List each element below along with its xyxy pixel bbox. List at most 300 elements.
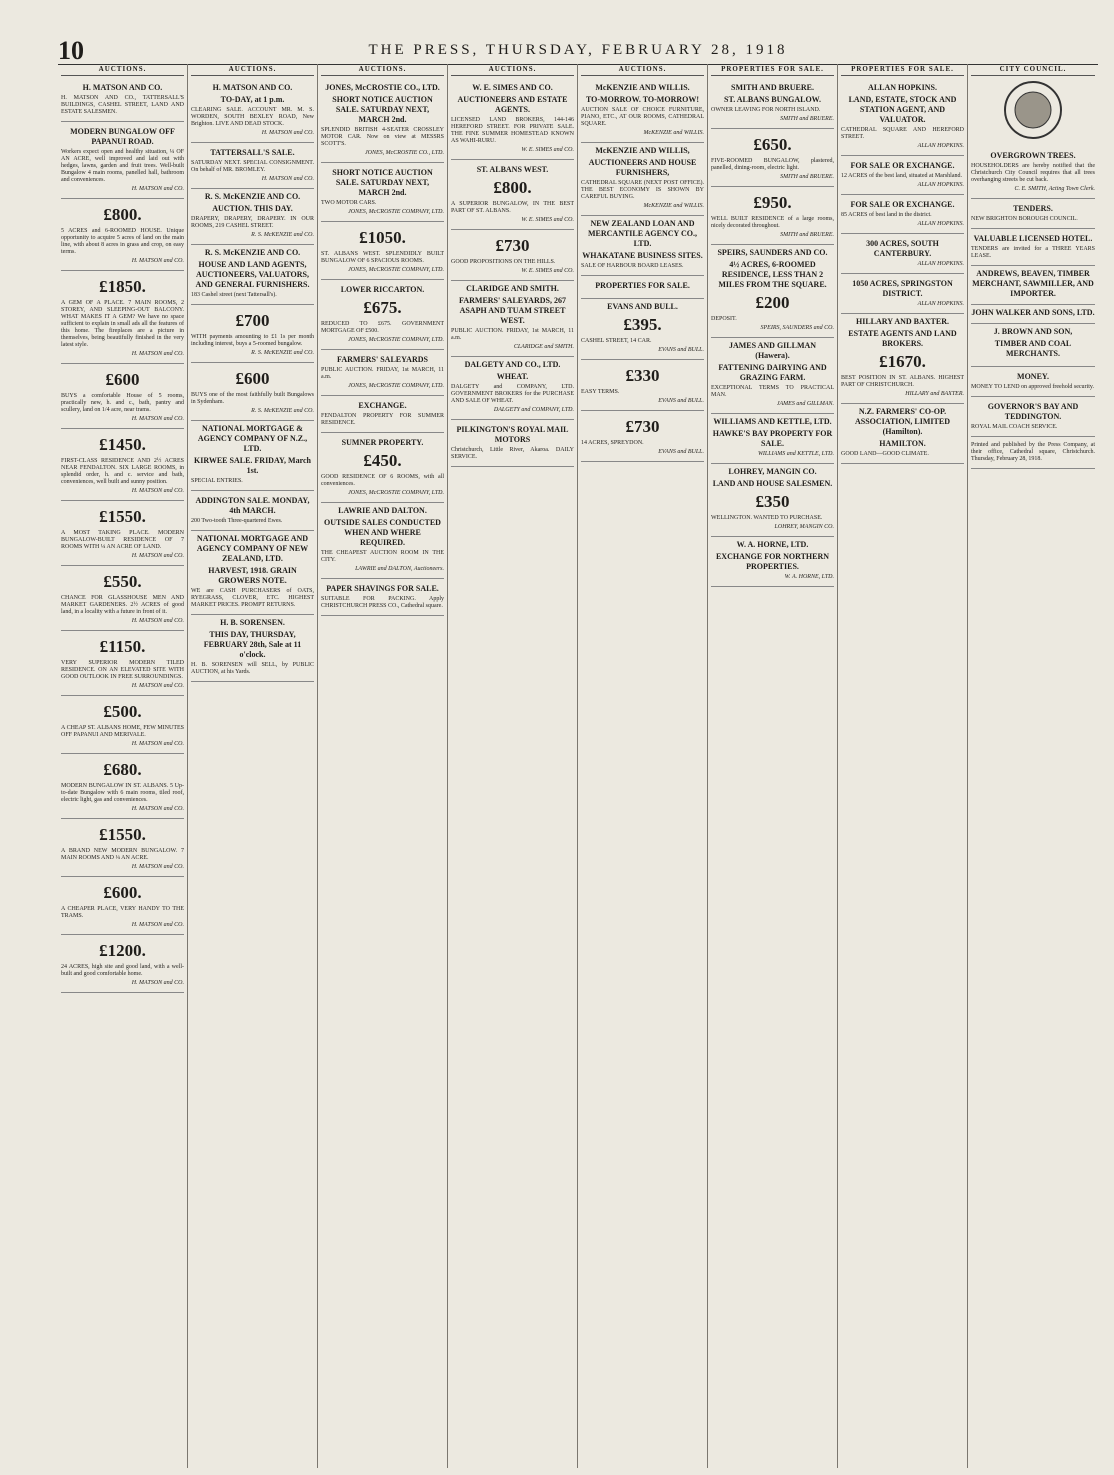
ad-body: 85 ACRES of best land in the district.: [841, 212, 932, 218]
ad-agent: McKENZIE AND WILLIS.: [595, 83, 690, 92]
advertisement: [451, 420, 574, 467]
column-header: PROPERTIES FOR SALE.: [841, 64, 964, 76]
advertisement: [61, 271, 184, 364]
ad-body: BUYS one of the most faithfully built Bungalows in Sydenham.: [191, 392, 314, 405]
advertisement: [61, 696, 184, 754]
ad-signature: W. E. SIMES and CO.: [521, 268, 574, 274]
advertisement: [61, 501, 184, 566]
ad-body: TENDERS are invited for a THREE YEARS LEASE.: [971, 246, 1095, 259]
advertisement: [971, 266, 1095, 305]
ad-body: WE are CASH PURCHASERS of OATS, RYEGRASS, CLOVER, ETC. HIGHEST MARKET PRICES. PROMPT RETURNS.: [191, 588, 314, 608]
ad-title: SHORT NOTICE AUCTION SALE. SATURDAY NEXT, MARCH 2nd.: [332, 168, 433, 197]
ad-signature: ALLAN HOPKINS.: [917, 261, 964, 267]
ad-price: £730: [495, 236, 530, 255]
ad-body: WELL BUILT RESIDENCE of a large rooms, nicely decorated throughout.: [711, 216, 834, 229]
ad-price: £330: [625, 366, 660, 385]
city-seal-icon: [1003, 80, 1063, 140]
advertisement: [61, 819, 184, 877]
ad-signature: ALLAN HOPKINS.: [917, 221, 964, 227]
ad-agent: ANDREWS, BEAVEN, TIMBER MERCHANT, SAWMILLER, AND IMPORTER.: [972, 269, 1094, 298]
ad-signature: H. MATSON and CO.: [131, 980, 184, 986]
ad-signature: H. MATSON and CO.: [131, 416, 184, 422]
advertisement: [451, 230, 574, 281]
ad-agent: ALLAN HOPKINS.: [868, 83, 937, 92]
ad-title: PROPERTIES FOR SALE.: [595, 281, 690, 290]
ad-body: AUCTION SALE OF CHOICE FURNITURE, PIANO, ETC., AT OUR ROOMS, CATHEDRAL SQUARE.: [581, 107, 704, 127]
advertisement: [191, 421, 314, 491]
ad-body: Workers expect open and healthy situation, ¼ OF AN ACRE, well improved and laid out with hedges, lawns, garden and fruit trees. Well-built Bungalow 4 main rooms, panelled hall, bathroom and conveniences.: [61, 149, 184, 183]
ad-title: TENDERS.: [1013, 204, 1053, 213]
ad-body: 12 ACRES of the best land, situated at Marshland.: [841, 173, 962, 179]
advertisement: [321, 222, 444, 280]
ad-signature: R. S. McKENZIE and CO.: [251, 350, 314, 356]
masthead: [58, 38, 1098, 65]
ad-price: £350: [755, 492, 790, 511]
ad-title: OVERGROWN TREES.: [990, 151, 1076, 160]
ad-body: EXCEPTIONAL TERMS TO PRACTICAL MAN.: [711, 385, 834, 398]
column-3: [318, 64, 448, 1468]
ad-body: CASHEL STREET, 14 CAR.: [581, 338, 652, 344]
ad-body: GOOD RESIDENCE OF 6 ROOMS, with all conveniences.: [321, 474, 444, 487]
ad-signature: W. E. SIMES and CO.: [521, 217, 574, 223]
ad-body: MODERN BUNGALOW IN ST. ALBANS. 5 Up-to-date Bungalow with 6 main rooms, tiled roof, electric light, gas and conveniences.: [61, 783, 184, 803]
ad-price: £730: [625, 417, 660, 436]
column-header: AUCTIONS.: [61, 64, 184, 76]
ad-signature: ALLAN HOPKINS.: [917, 143, 964, 149]
ad-body: THE CHEAPEST AUCTION ROOM IN THE CITY.: [321, 550, 444, 563]
ad-title: FATTENING DAIRYING AND GRAZING FARM.: [718, 363, 827, 382]
ad-agent: W. A. HORNE, LTD.: [736, 540, 809, 549]
ad-agent: JAMES AND GILLMAN (Hawera).: [728, 341, 817, 360]
ad-title: TO-MORROW. TO-MORROW!: [585, 95, 700, 104]
column-header: AUCTIONS.: [321, 64, 444, 76]
advertisement: [711, 414, 834, 464]
advertisement: [581, 143, 704, 216]
ad-body: TWO MOTOR CARS.: [321, 200, 377, 206]
ad-price: £600: [105, 370, 140, 389]
ad-signature: EVANS and BULL.: [658, 398, 704, 404]
ad-title: 1050 ACRES, SPRINGSTON DISTRICT.: [852, 279, 953, 298]
ad-title: FOR SALE OR EXCHANGE.: [850, 200, 955, 209]
ad-signature: McKENZIE and WILLIS.: [643, 130, 704, 136]
advertisement: [61, 199, 184, 271]
ad-body: LICENSED LAND BROKERS, 144-146 HEREFORD STREET. FOR PRIVATE SALE. THE FINE SUMMER HOMESTEAD KNOWN AS WAHI-RURU.: [451, 117, 574, 144]
ad-signature: H. MATSON and CO.: [131, 806, 184, 812]
ad-agent: CLARIDGE AND SMITH.: [466, 284, 559, 293]
ad-signature: ALLAN HOPKINS.: [917, 301, 964, 307]
ad-signature: EVANS and BULL.: [658, 347, 704, 353]
ad-title: WHEAT.: [496, 372, 529, 381]
ad-title: 4½ ACRES, 6-ROOMED RESIDENCE, LESS THAN 2 MILES FROM THE SQUARE.: [718, 260, 827, 289]
ad-body: BEST POSITION IN ST. ALBANS. HIGHEST PART OF CHRISTCHURCH.: [841, 375, 964, 388]
ad-title: LOWER RICCARTON.: [340, 285, 425, 294]
ad-agent: JOHN WALKER AND SONS, LTD.: [971, 308, 1095, 317]
ad-price: £950.: [753, 193, 792, 212]
advertisement: [451, 160, 574, 230]
ad-body: CATHEDRAL SQUARE AND HEREFORD STREET.: [841, 127, 964, 140]
ad-signature: WILLIAMS and KETTLE, LTD.: [757, 451, 834, 457]
ad-body: CHANCE FOR GLASSHOUSE MEN AND MARKET GARDENERS. 2½ ACRES of good land, in a locality with a future in front of it.: [61, 595, 184, 615]
ad-price: £1670.: [879, 352, 926, 371]
advertisement: [61, 80, 184, 122]
advertisement: [581, 80, 704, 143]
advertisement: [581, 411, 704, 462]
ad-agent: W. E. SIMES AND CO.: [472, 83, 553, 92]
ad-title: THIS DAY, THURSDAY, FEBRUARY 28th, Sale at 11 o'clock.: [203, 630, 302, 659]
ad-title: EXCHANGE.: [358, 401, 407, 410]
advertisement: [971, 397, 1095, 437]
ad-body: 183 Cashel street (next Tattersall's).: [191, 292, 277, 298]
ad-title: MODERN BUNGALOW OFF PAPANUI ROAD.: [70, 127, 175, 146]
ad-price: £675.: [363, 298, 402, 317]
column-1: [58, 64, 188, 1468]
ad-price: £450.: [363, 451, 402, 470]
advertisement: [61, 877, 184, 935]
ad-body: PUBLIC AUCTION. FRIDAY, 1st MARCH, 11 a.m.: [451, 328, 574, 341]
ad-body: WELLINGTON. WANTED TO PURCHASE.: [711, 515, 823, 521]
column-5: [578, 64, 708, 1468]
ad-body: VERY SUPERIOR MODERN TILED RESIDENCE. ON AN ELEVATED SITE WITH GOOD OUTLOOK IN FREE SURROUNDINGS.: [61, 660, 184, 680]
advertisement: [971, 437, 1095, 469]
ad-agent: JONES, McCROSTIE CO., LTD.: [325, 83, 440, 92]
ad-signature: SMITH and BRUERE.: [780, 232, 834, 238]
ad-signature: H. MATSON and CO.: [131, 186, 184, 192]
ad-signature: SMITH and BRUERE.: [780, 174, 834, 180]
ad-agent: H. B. SORENSEN.: [220, 618, 285, 627]
ad-signature: H. MATSON and CO.: [131, 553, 184, 559]
advertisement: [841, 274, 964, 314]
advertisement: [321, 503, 444, 579]
ad-signature: McKENZIE and WILLIS.: [643, 203, 704, 209]
advertisement: [191, 189, 314, 245]
ad-agent: LOHREY, MANGIN CO.: [728, 467, 817, 476]
ad-agent: J. BROWN AND SON,: [993, 327, 1073, 336]
ad-body: DEPOSIT.: [711, 316, 737, 322]
ad-agent: NEW ZEALAND LOAN AND MERCANTILE AGENCY CO., LTD.: [587, 219, 698, 248]
ad-title: HAMILTON.: [879, 439, 926, 448]
columns: [58, 64, 1098, 1468]
ad-price: £1150.: [99, 637, 146, 656]
ad-signature: EVANS and BULL.: [658, 449, 704, 455]
ad-signature: CLARIDGE and SMITH.: [513, 344, 574, 350]
advertisement: [191, 80, 314, 143]
ad-body: 24 ACRES, high site and good land, with a well-built and good comfortable home.: [61, 964, 184, 977]
advertisement: [191, 363, 314, 421]
ad-title: FOR SALE OR EXCHANGE.: [850, 161, 955, 170]
advertisement: [61, 631, 184, 696]
ad-signature: H. MATSON and CO.: [131, 258, 184, 264]
ad-price: £500.: [103, 702, 142, 721]
ad-signature: JONES, McCROSTIE COMPANY, LTD.: [348, 209, 444, 215]
ad-title: ADDINGTON SALE. MONDAY, 4th MARCH.: [195, 496, 310, 515]
advertisement: [971, 146, 1095, 199]
ad-signature: JONES, McCROSTIE COMPANY, LTD.: [348, 383, 444, 389]
ad-price: £650.: [753, 135, 792, 154]
ad-title: ESTATE AGENTS AND LAND BROKERS.: [848, 329, 957, 348]
ad-body: H. MATSON AND CO., TATTERSALL'S BUILDINGS, CASHEL STREET, LAND AND ESTATE SALESMEN.: [61, 95, 184, 115]
advertisement: [711, 80, 834, 129]
ad-signature: JAMES and GILLMAN.: [776, 401, 834, 407]
ad-agent: SPEIRS, SAUNDERS AND CO.: [717, 248, 828, 257]
advertisement: [321, 396, 444, 433]
ad-title: LAND AND HOUSE SALESMEN.: [712, 479, 833, 488]
ad-body: SATURDAY NEXT. SPECIAL CONSIGNMENT. On behalf of MR. BROMLEY.: [191, 160, 314, 173]
ad-title: FARMERS' SALEYARDS: [337, 355, 428, 364]
ad-body: NEW BRIGHTON BOROUGH COUNCIL.: [971, 216, 1078, 222]
ad-title: GOVERNOR'S BAY AND TEDDINGTON.: [987, 402, 1079, 421]
ad-body: SPLENDID BRITISH 4-SEATER CROSSLEY MOTOR CAR. Now on view at MESSRS SCOTT'S.: [321, 127, 444, 147]
ad-body: DRAPERY, DRAPERY, DRAPERY. IN OUR ROOMS, 219 CASHEL STREET.: [191, 216, 314, 229]
column-8: [968, 64, 1098, 1468]
ad-body: 5 ACRES and 6-ROOMED HOUSE. Unique opportunity to acquire 5 acres of land on the main line, with about 8 acres in grass and crop, on easy terms.: [61, 228, 184, 255]
ad-signature: ALLAN HOPKINS.: [917, 182, 964, 188]
ad-title: TIMBER AND COAL MERCHANTS.: [994, 339, 1072, 358]
ad-title: VALUABLE LICENSED HOTEL.: [973, 234, 1093, 243]
ad-title: SHORT NOTICE AUCTION SALE. SATURDAY NEXT, MARCH 2nd.: [332, 95, 433, 124]
advertisement: [61, 754, 184, 819]
advertisement: [191, 143, 314, 189]
ad-signature: H. MATSON and CO.: [131, 488, 184, 494]
ad-signature: H. MATSON and CO.: [131, 683, 184, 689]
ad-title: 300 ACRES, SOUTH CANTERBURY.: [866, 239, 939, 258]
ad-body: A SUPERIOR BUNGALOW, IN THE BEST PART OF ST. ALBANS.: [451, 201, 574, 214]
ad-signature: C. E. SMITH, Acting Town Clerk.: [1014, 186, 1095, 192]
advertisement: [61, 566, 184, 631]
ad-agent: EVANS AND BULL.: [607, 302, 678, 311]
advertisement: [191, 531, 314, 615]
ad-price: £600.: [103, 883, 142, 902]
advertisement: [841, 195, 964, 234]
ad-body: A BRAND NEW MODERN BUNGALOW. 7 MAIN ROOMS AND ¼ AN ACRE.: [61, 848, 184, 861]
ad-signature: JONES, McCROSTIE COMPANY, LTD.: [348, 337, 444, 343]
ad-body: OWNER LEAVING FOR NORTH ISLAND.: [711, 107, 821, 113]
advertisement: [841, 314, 964, 404]
ad-agent: NATIONAL MORTGAGE & AGENCY COMPANY OF N.Z., LTD.: [197, 424, 308, 453]
advertisement: [581, 299, 704, 360]
ad-body: CATHEDRAL SQUARE (NEXT POST OFFICE). THE BEST ECONOMY IS SHOWN BY CAREFUL BUYING.: [581, 180, 704, 200]
advertisement: [711, 245, 834, 338]
ad-body: ST. ALBANS WEST. SPLENDIDLY BUILT BUNGALOW OF 6 SPACIOUS ROOMS.: [321, 251, 444, 264]
ad-price: £800.: [493, 178, 532, 197]
ad-title: TATTERSALL'S SALE.: [210, 148, 295, 157]
ad-signature: DALGETY and COMPANY, LTD.: [493, 407, 574, 413]
ad-body: H. B. SORENSEN will SELL, by PUBLIC AUCTION, at his Yards.: [191, 662, 314, 675]
ad-body: DALGETY and COMPANY, LTD. GOVERNMENT BROKERS for the PURCHASE AND SALE OF WHEAT.: [451, 384, 574, 404]
advertisement: [711, 464, 834, 537]
ad-title: KIRWEE SALE. FRIDAY, March 1st.: [194, 456, 311, 475]
newspaper-title: THE PRESS, THURSDAY, FEBRUARY 28, 1918: [368, 42, 788, 58]
ad-agent: R. S. McKENZIE AND CO.: [204, 248, 301, 257]
column-2: [188, 64, 318, 1468]
ad-agent: H. MATSON AND CO.: [82, 83, 163, 92]
ad-body: GOOD LAND—GOOD CLIMATE.: [841, 451, 929, 457]
column-header: CITY COUNCIL.: [971, 64, 1095, 76]
ad-body: SALE OF HARBOUR BOARD LEASES.: [581, 263, 684, 269]
ad-title: PAPER SHAVINGS FOR SALE.: [326, 584, 439, 593]
advertisement: [321, 350, 444, 396]
ad-signature: H. MATSON and CO.: [131, 741, 184, 747]
ad-signature: H. MATSON and CO.: [131, 922, 184, 928]
advertisement: [971, 199, 1095, 229]
ad-title: AUCTIONEERS AND HOUSE FURNISHERS,: [588, 158, 697, 177]
ad-agent: DALGETY AND CO., LTD.: [464, 360, 561, 369]
advertisement: [971, 305, 1095, 324]
ad-agent: WILLIAMS AND KETTLE, LTD.: [713, 417, 832, 426]
advertisement: [191, 615, 314, 682]
ad-agent: SMITH AND BRUERE.: [731, 83, 814, 92]
ad-price: £1450.: [99, 435, 146, 454]
ad-body: EASY TERMS.: [581, 389, 620, 395]
advertisement: [971, 324, 1095, 367]
ad-agent: R. S. McKENZIE AND CO.: [204, 192, 301, 201]
ad-title: SUMNER PROPERTY.: [341, 438, 424, 447]
ad-body: PUBLIC AUCTION. FRIDAY, 1st MARCH, 11 a.m.: [321, 367, 444, 380]
advertisement: [191, 305, 314, 363]
ad-signature: W. A. HORNE, LTD.: [784, 574, 834, 580]
advertisement: [321, 579, 444, 616]
ad-price: £1550.: [99, 825, 146, 844]
ad-body: A GEM OF A PLACE. 7 MAIN ROOMS, 2 STOREY, AND SLEEPING-OUT BALCONY. WHAT MAKES IT A GEM? We have no space sufficient to explain in small ads all the features of this home. The fireplaces are a picture in themselves, being beautifully finished in the very latest style.: [61, 300, 184, 348]
advertisement: [581, 360, 704, 411]
ad-title: EXCHANGE FOR NORTHERN PROPERTIES.: [715, 552, 830, 571]
ad-body: A MOST TAKING PLACE. MODERN BUNGALOW-BUILT RESIDENCE OF 7 ROOMS WITH ¼ AN ACRE OF LAND.: [61, 530, 184, 550]
advertisement: [711, 129, 834, 187]
ad-signature: LOHREY, MANGIN CO.: [774, 524, 834, 530]
ad-price: £600: [235, 369, 270, 388]
ad-body: WITH payments amounting to £1 1s per month including interest, buys a 5-roomed bungalow.: [191, 334, 314, 347]
ad-title: AUCTIONEERS AND ESTATE AGENTS.: [457, 95, 568, 114]
advertisement: [321, 280, 444, 350]
advertisement: [61, 122, 184, 199]
ad-body: BUYS a comfortable House of 5 rooms, practically new, h. and c., bath, pantry and scullery, land on 1/4 acre, near trams.: [61, 393, 184, 413]
ad-signature: JONES, McCROSTIE COMPANY, LTD.: [348, 490, 444, 496]
advertisement: [971, 229, 1095, 266]
ad-signature: H. MATSON and CO.: [261, 130, 314, 136]
column-header: AUCTIONS.: [581, 64, 704, 76]
advertisement: [321, 433, 444, 503]
ad-body: MONEY TO LEND on approved freehold security.: [971, 384, 1094, 390]
advertisement: [711, 537, 834, 587]
ad-body: 14 ACRES, SPREYDON.: [581, 440, 644, 446]
ad-body: A CHEAP ST. ALBANS HOME, FEW MINUTES OFF PAPANUI AND MERIVALE.: [61, 725, 184, 738]
ad-price: £1050.: [359, 228, 406, 247]
advertisement: [581, 216, 704, 276]
ad-signature: LAWRIE and DALTON, Auctioneers.: [355, 566, 444, 572]
ad-body: GOOD PROPOSITIONS ON THE HILLS.: [451, 259, 556, 265]
page-number: 10: [58, 36, 84, 65]
ad-title: PILKINGTON'S ROYAL MAIL MOTORS: [456, 425, 569, 444]
column-6: [708, 64, 838, 1468]
advertisement: [451, 281, 574, 357]
advertisement: [711, 338, 834, 414]
ad-agent: LAWRIE AND DALTON.: [338, 506, 427, 515]
ad-signature: SPEIRS, SAUNDERS and CO.: [760, 325, 834, 331]
ad-body: FENDALTON PROPERTY FOR SUMMER RESIDENCE.: [321, 413, 444, 426]
advertisement: [321, 163, 444, 222]
advertisement: [841, 80, 964, 156]
advertisement: [61, 364, 184, 429]
advertisement: [61, 935, 184, 993]
ad-title: AUCTION. THIS DAY.: [212, 204, 293, 213]
ad-signature: H. MATSON and CO.: [261, 176, 314, 182]
ad-signature: H. MATSON and CO.: [131, 618, 184, 624]
ad-title: HARVEST, 1918. GRAIN GROWERS NOTE.: [208, 566, 297, 585]
ad-title: TO-DAY, at 1 p.m.: [220, 95, 285, 104]
ad-agent: H. MATSON AND CO.: [212, 83, 293, 92]
ad-title: ST. ALBANS WEST.: [476, 165, 549, 174]
ad-price: £550.: [103, 572, 142, 591]
ad-signature: R. S. McKENZIE and CO.: [251, 408, 314, 414]
advertisement: [581, 276, 704, 299]
ad-body: FIRST-CLASS RESIDENCE AND 2½ ACRES NEAR FENDALTON. SIX LARGE ROOMS, in splendid order, h. and c. service and bath, conveniences, well built and sunny position.: [61, 458, 184, 485]
ad-agent: N.Z. FARMERS' CO-OP. ASSOCIATION, LIMITED (Hamilton).: [855, 407, 950, 436]
column-header: AUCTIONS.: [451, 64, 574, 76]
advertisement: [971, 367, 1095, 397]
ad-price: £1850.: [99, 277, 146, 296]
ad-agent: HILLARY AND BAXTER.: [856, 317, 949, 326]
ad-signature: JONES, McCROSTIE COMPANY, LTD.: [348, 267, 444, 273]
column-header: PROPERTIES FOR SALE.: [711, 64, 834, 76]
ad-signature: R. S. McKENZIE and CO.: [251, 232, 314, 238]
ad-title: HOUSE AND LAND AGENTS, AUCTIONEERS, VALUATORS, AND GENERAL FURNISHERS.: [195, 260, 310, 289]
advertisement: [841, 234, 964, 274]
ad-body: Christchurch, Little River, Akaroa. DAILY SERVICE.: [451, 447, 574, 460]
column-4: [448, 64, 578, 1468]
ad-price: £1550.: [99, 507, 146, 526]
ad-body: SUITABLE FOR PACKING. Apply CHRISTCHURCH PRESS CO., Cathedral square.: [321, 596, 444, 609]
ad-title: OUTSIDE SALES CONDUCTED WHEN AND WHERE REQUIRED.: [324, 518, 441, 547]
column-7: [838, 64, 968, 1468]
advertisement: [321, 80, 444, 163]
advertisement: [191, 491, 314, 531]
ad-agent: NATIONAL MORTGAGE AND AGENCY COMPANY OF NEW ZEALAND, LTD.: [196, 534, 309, 563]
ad-signature: JONES, McCROSTIE CO., LTD.: [364, 150, 444, 156]
advertisement: [841, 404, 964, 464]
ad-signature: SMITH and BRUERE.: [780, 116, 834, 122]
ad-body: SPECIAL ENTRIES.: [191, 478, 243, 484]
column-header: AUCTIONS.: [191, 64, 314, 76]
ad-body: FIVE-ROOMED BUNGALOW, plastered, panelled, dining-room, electric light.: [711, 158, 834, 171]
advertisement: [61, 429, 184, 501]
ad-body: CLEARING SALE. ACCOUNT MR. M. S. WORDEN, SOUTH BEXLEY ROAD, New Brighton. LIVE AND DEAD STOCK.: [191, 107, 314, 127]
ad-signature: H. MATSON and CO.: [131, 864, 184, 870]
ad-title: MONEY.: [1017, 372, 1049, 381]
ad-signature: H. MATSON and CO.: [131, 351, 184, 357]
ad-price: £700: [235, 311, 270, 330]
ad-signature: W. E. SIMES and CO.: [521, 147, 574, 153]
advertisement: [451, 80, 574, 160]
ad-price: £800.: [103, 205, 142, 224]
ad-body: Printed and published by the Press Company, at their office, Cathedral square, Christchurch. Thursday, February 28, 1918.: [971, 442, 1095, 462]
ad-body: ROYAL MAIL COACH SERVICE.: [971, 424, 1058, 430]
advertisement: [451, 357, 574, 420]
ad-body: A CHEAPER PLACE, VERY HANDY TO THE TRAMS.: [61, 906, 184, 919]
advertisement: [191, 245, 314, 305]
ad-title: FARMERS' SALEYARDS, 267 ASAPH AND TUAM STREET WEST.: [459, 296, 566, 325]
ad-title: ST. ALBANS BUNGALOW.: [724, 95, 821, 104]
ad-price: £1200.: [99, 941, 146, 960]
ad-price: £680.: [103, 760, 142, 779]
ad-body: 200 Two-tooth Three-quartered Ewes.: [191, 518, 283, 524]
ad-body: REDUCED TO £675. GOVERNMENT MORTGAGE OF £500.: [321, 321, 444, 334]
ad-body: HOUSEHOLDERS are hereby notified that the Christchurch City Council requires that all trees overhanging streets be cut back.: [971, 163, 1095, 183]
ad-agent: McKENZIE AND WILLIS,: [595, 146, 690, 155]
ad-title: LAND, ESTATE, STOCK AND STATION AGENT, AND VALUATOR.: [848, 95, 957, 124]
ad-price: £395.: [623, 315, 662, 334]
ad-signature: HILLARY and BAXTER.: [905, 391, 964, 397]
ad-title: HAWKE'S BAY PROPERTY FOR SALE.: [712, 429, 833, 448]
ad-title: WHAKATANE BUSINESS SITES.: [582, 251, 703, 260]
